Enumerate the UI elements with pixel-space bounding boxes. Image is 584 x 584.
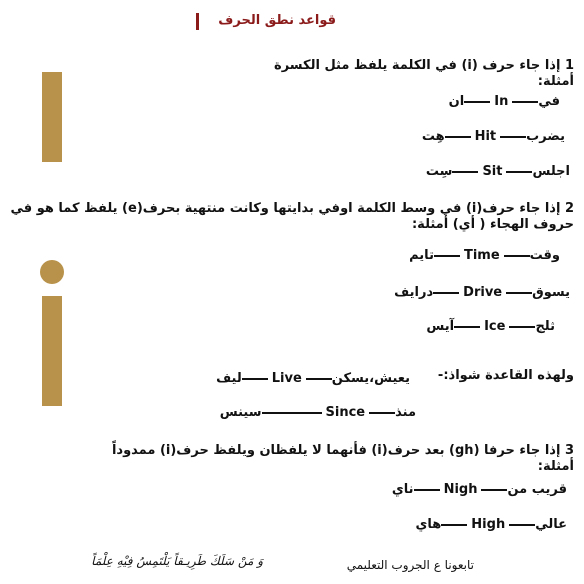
rule-text: إذا جاء حرف(i) في وسط الكلمة اوفي بدايتها وكانت منتهية بحرف(e) يلفظ كما هو في حروف الهجاء ( أي) أمثلة: xyxy=(10,201,574,232)
title-text: قواعد نطق الحرف xyxy=(218,13,336,28)
footer-group-note: تابعونا ع الجروب التعليمي xyxy=(346,558,474,572)
example-arabic: اجلس xyxy=(532,164,570,179)
letter-i-lower-dot-graphic xyxy=(40,260,64,284)
example-english: Time xyxy=(463,248,500,263)
example-row xyxy=(382,481,567,499)
example-row xyxy=(400,318,555,336)
example-arabic: يسوق xyxy=(532,285,570,300)
rule-number: 1 xyxy=(564,58,574,73)
example-pronunciation: سينس xyxy=(219,405,262,420)
rule-number: 3 xyxy=(564,443,574,458)
rule-text: إذا جاء حرفا (gh) بعد حرف(i) فأنهما لا يلفظان ويلفظ حرف(i) ممدوداً أمثلة: xyxy=(111,443,574,474)
example-pronunciation: ناي xyxy=(391,482,414,497)
example-english: Hit xyxy=(474,129,497,144)
example-row xyxy=(380,284,570,302)
example-arabic: ثلج xyxy=(535,319,555,334)
title-accent-bar xyxy=(196,13,199,30)
example-row xyxy=(400,247,560,265)
example-pronunciation: سِت xyxy=(425,164,453,179)
rule-2 xyxy=(10,201,574,233)
example-pronunciation: آيس xyxy=(426,319,455,334)
example-arabic: في xyxy=(538,94,560,109)
rule-1 xyxy=(240,58,574,90)
example-row xyxy=(415,93,560,111)
example-row xyxy=(382,516,567,534)
example-row xyxy=(415,128,565,146)
rule-3 xyxy=(100,443,574,475)
example-english: Sit xyxy=(482,164,503,179)
example-arabic: عالي xyxy=(535,517,567,532)
example-pronunciation: هاي xyxy=(415,517,442,532)
example-english: High xyxy=(471,517,506,532)
exception-row xyxy=(216,404,416,422)
example-arabic: يعيش،يسكن xyxy=(331,371,410,386)
example-arabic: وقت xyxy=(529,248,560,263)
example-english: Nigh xyxy=(443,482,478,497)
example-english: Ice xyxy=(484,319,506,334)
letter-i-lower-stem-graphic xyxy=(42,296,62,406)
example-arabic: منذ xyxy=(395,405,416,420)
example-english: In xyxy=(494,94,509,109)
example-row xyxy=(415,163,570,181)
page-title xyxy=(196,10,336,32)
example-pronunciation: ان xyxy=(448,94,465,109)
letter-i-upper-graphic xyxy=(42,72,62,162)
example-english: Drive xyxy=(463,285,503,300)
footer-quote: وَ مَنْ سَلَكَ طَرِيـقاً يَلْتَمِسُ فِيْهِ عِلْمَاً xyxy=(91,554,263,568)
example-english: Live xyxy=(271,371,302,386)
example-english: Since xyxy=(325,405,366,420)
exception-row xyxy=(218,370,410,388)
example-pronunciation: درايف xyxy=(394,285,434,300)
example-pronunciation: تايم xyxy=(409,248,434,263)
example-arabic: قريب من xyxy=(507,482,567,497)
example-arabic: يضرب xyxy=(526,129,565,144)
rule-number: 2 xyxy=(564,201,574,216)
rule-text: إذا جاء حرف (i) في الكلمة يلفظ مثل الكسرة أمثلة: xyxy=(274,58,574,89)
example-pronunciation: ليف xyxy=(216,371,242,386)
example-pronunciation: هِت xyxy=(421,129,445,144)
exceptions-label: ولهذه القاعدة شواذ:- xyxy=(437,368,574,383)
